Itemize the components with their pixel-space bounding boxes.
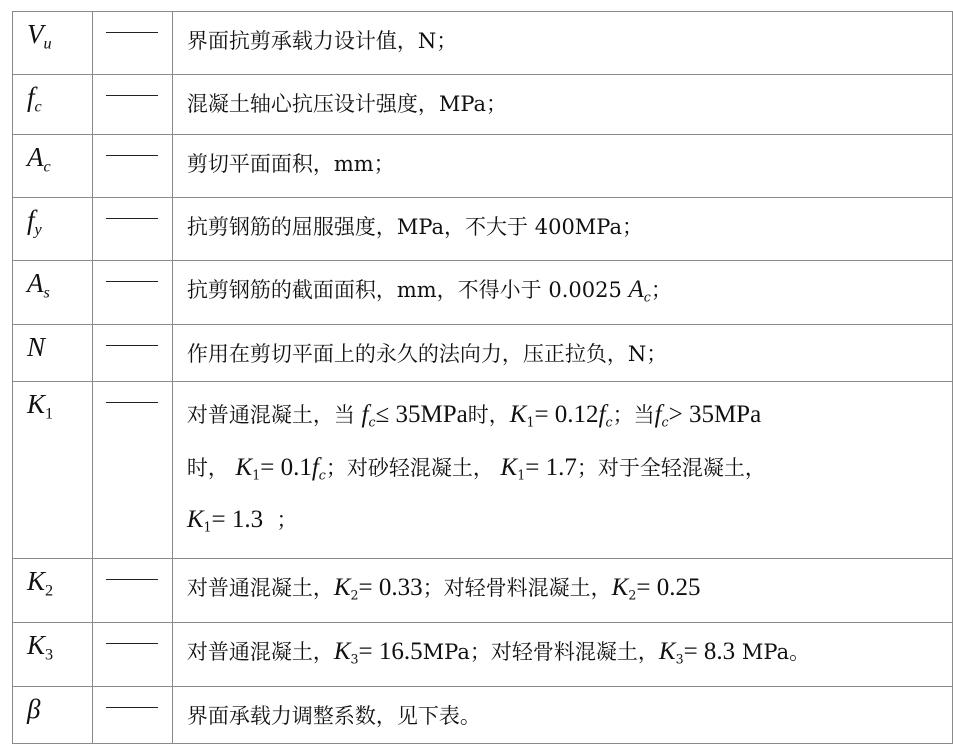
dash-cell <box>92 198 172 261</box>
dash-cell <box>92 12 172 75</box>
dash-line <box>106 155 158 156</box>
table-row <box>13 382 953 558</box>
table-row <box>13 261 953 325</box>
table-row <box>13 687 953 744</box>
symbol-cell: $f_y$ <box>13 198 93 261</box>
symbol-cell: β <box>13 687 93 744</box>
table-row <box>13 12 953 75</box>
symbol-cell: $K_1$ <box>13 382 93 558</box>
description-cell: 抗剪钢筋的屈服强度，MPa，不大于 400MPa； <box>172 198 952 261</box>
table-row <box>13 558 953 622</box>
dash-line <box>106 218 158 219</box>
symbol-cell: N <box>13 325 93 382</box>
dash-line <box>106 281 158 282</box>
table-row <box>13 623 953 687</box>
dash-line <box>106 579 158 580</box>
dash-cell <box>92 75 172 135</box>
description-cell: 界面抗剪承载力设计值，N； <box>172 12 952 75</box>
description-cell: 对普通混凝土，当 $f_c\le 35MPa$时，$K_1= 0.12f_c$；当$f_c> 35MPa$ 时， $K_1= 0.1f_c$；对砂轻混凝土， $K_1= 1.7$；对于全轻混凝土， $K_1= 1.3$ ； <box>172 382 952 558</box>
table-row <box>13 135 953 198</box>
dash-cell <box>92 135 172 198</box>
description-cell: 作用在剪切平面上的永久的法向力，压正拉负，N； <box>172 325 952 382</box>
description-cell: 对普通混凝土，$K_2= 0.33$；对轻骨料混凝土，$K_2= 0.25$ <box>172 558 952 622</box>
symbol-cell: $A_s$ <box>13 261 93 325</box>
symbol-definition-table <box>12 11 953 744</box>
dash-cell <box>92 558 172 622</box>
dash-line <box>106 345 158 346</box>
dash-cell <box>92 325 172 382</box>
dash-line <box>106 402 158 403</box>
symbol-cell: $A_c$ <box>13 135 93 198</box>
dash-line <box>106 95 158 96</box>
table-row <box>13 75 953 135</box>
dash-cell <box>92 623 172 687</box>
description-cell: 抗剪钢筋的截面面积，mm，不得小于 0.0025 $A_c$； <box>172 261 952 325</box>
dash-line <box>106 707 158 708</box>
dash-cell <box>92 261 172 325</box>
description-cell: 界面承载力调整系数，见下表。 <box>172 687 952 744</box>
dash-line <box>106 32 158 33</box>
dash-line <box>106 643 158 644</box>
dash-cell <box>92 382 172 558</box>
symbol-cell: $f_c$ <box>13 75 93 135</box>
symbol-cell: $V_u$ <box>13 12 93 75</box>
description-cell: 混凝土轴心抗压设计强度，MPa； <box>172 75 952 135</box>
table-row <box>13 198 953 261</box>
symbol-cell: $K_2$ <box>13 558 93 622</box>
description-cell: 对普通混凝土，$K_3= 16.5MPa$；对轻骨料混凝土，$K_3= 8.3$ MPa。 <box>172 623 952 687</box>
symbol-cell: $K_3$ <box>13 623 93 687</box>
table-row <box>13 325 953 382</box>
dash-cell <box>92 687 172 744</box>
description-cell: 剪切平面面积，mm； <box>172 135 952 198</box>
